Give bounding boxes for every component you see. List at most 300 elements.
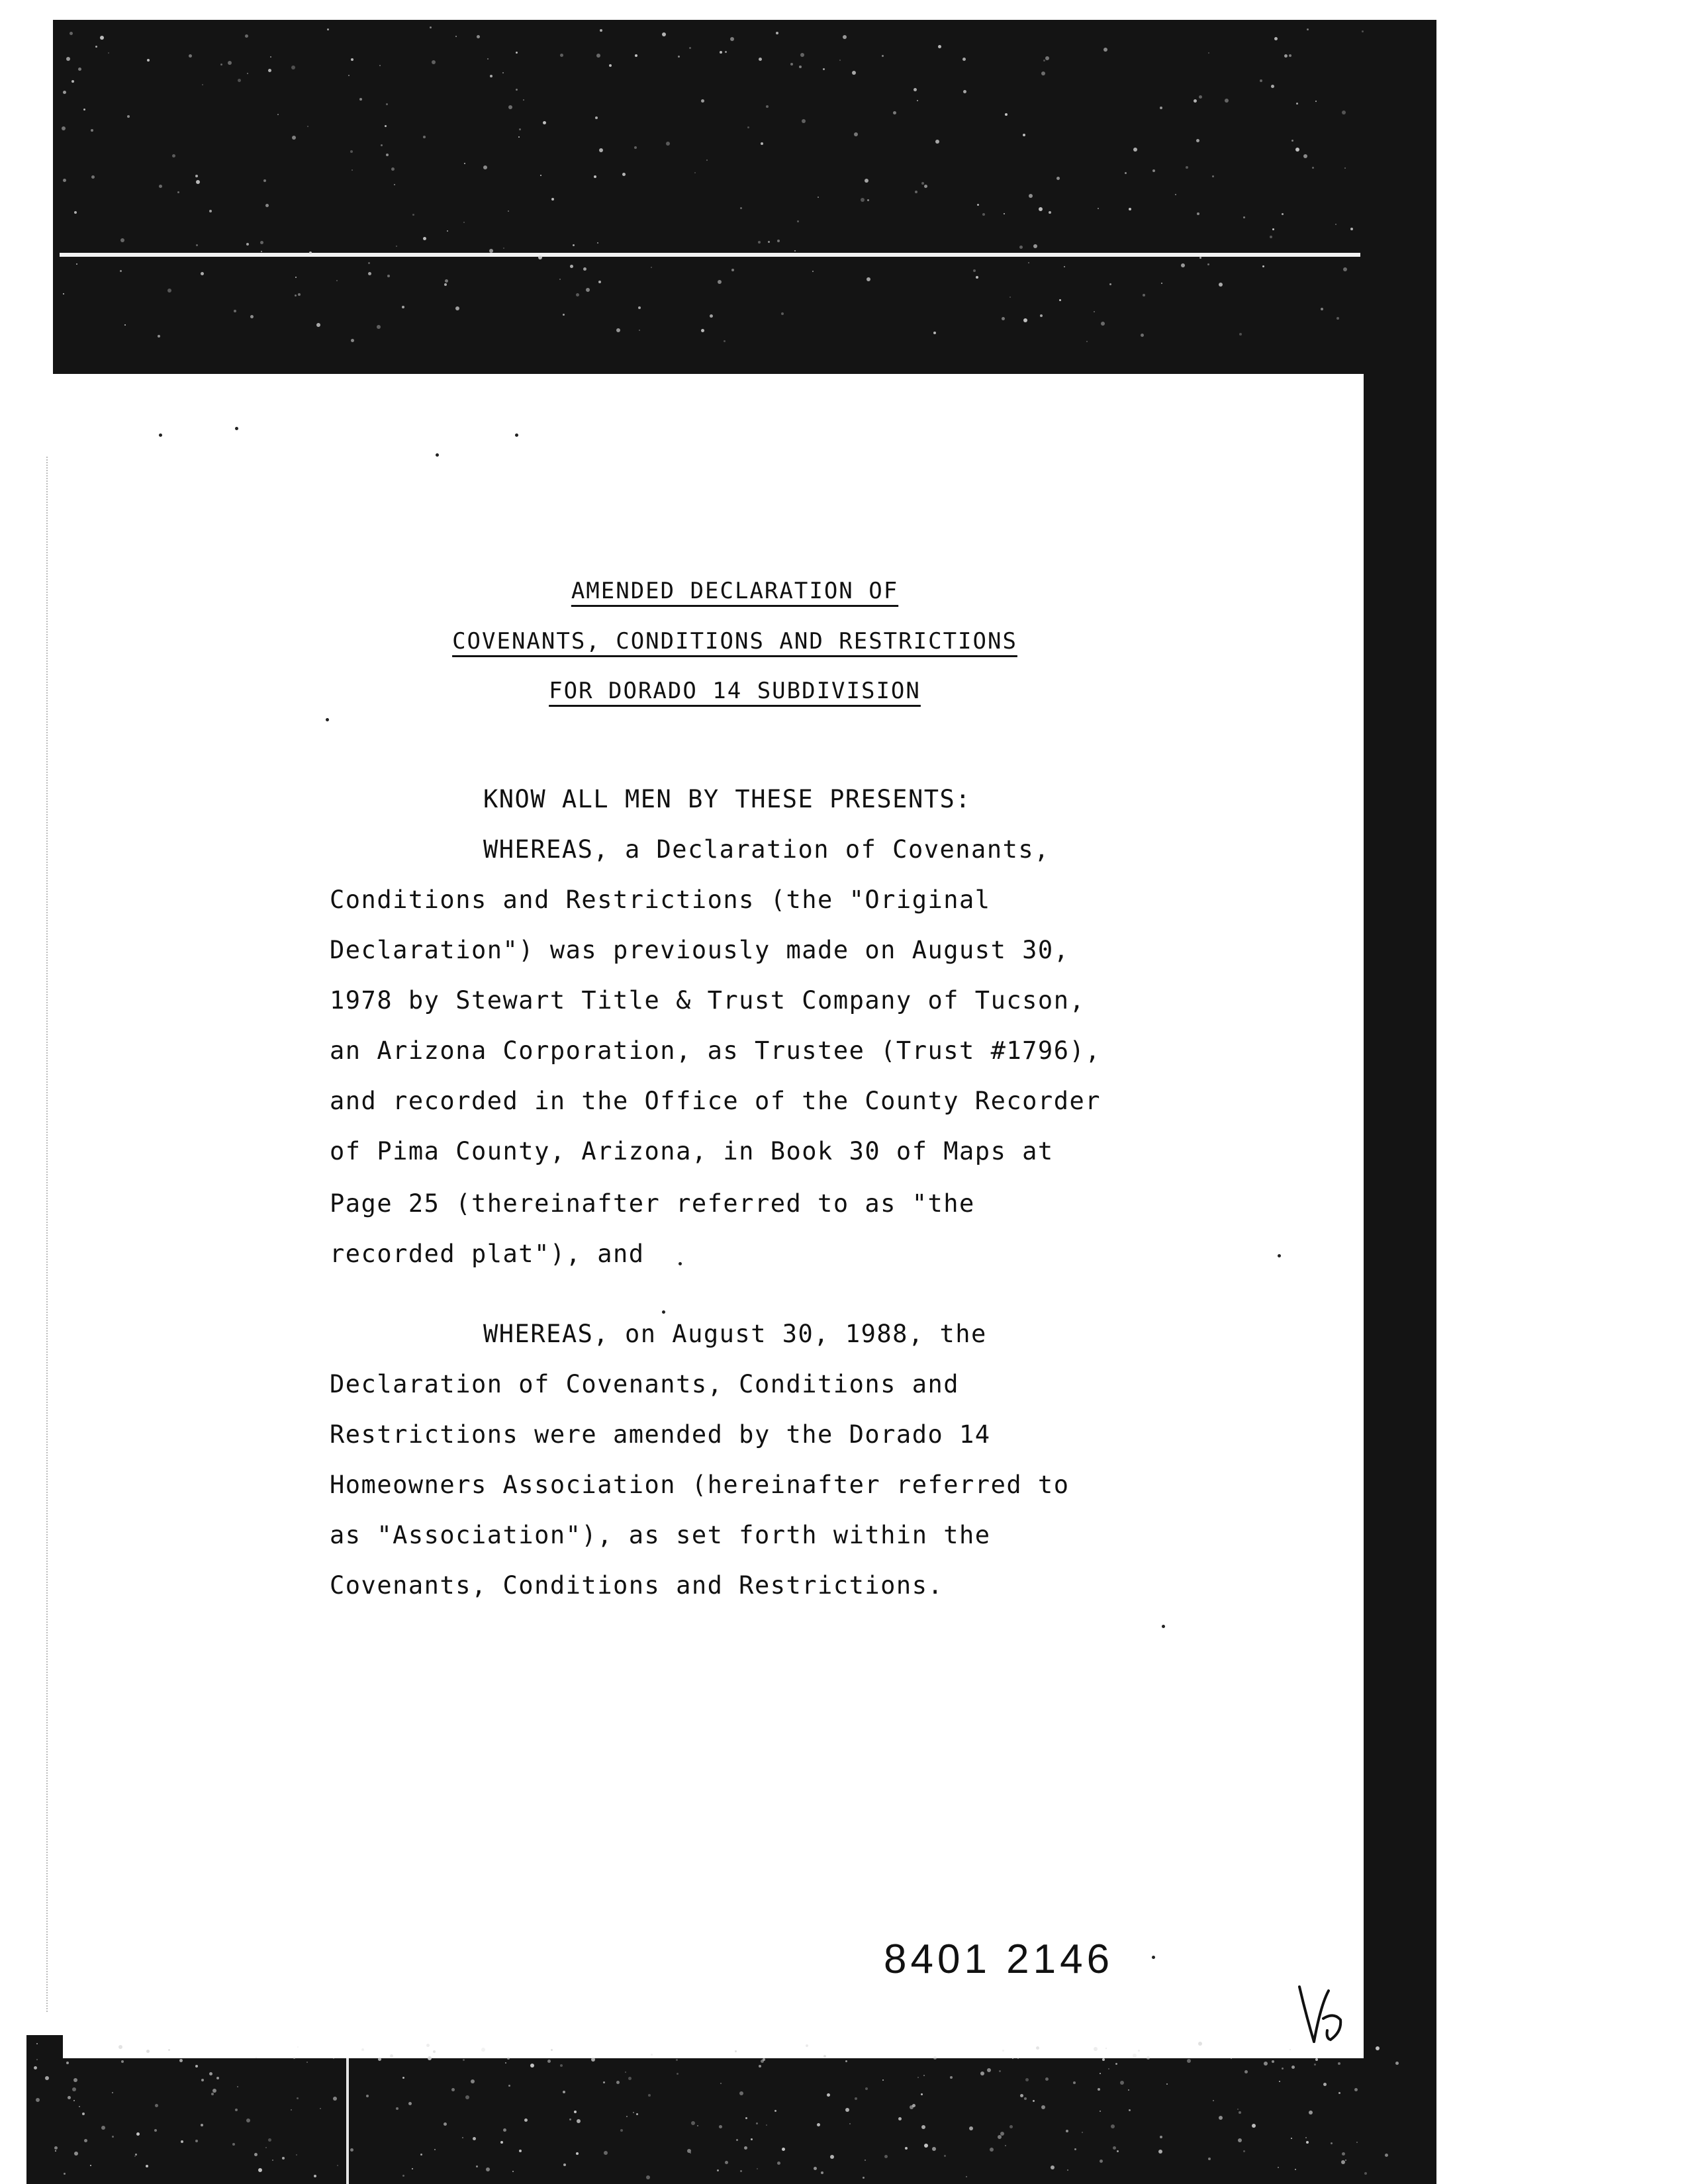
scan-speck <box>505 2062 506 2064</box>
scan-speck <box>1338 2062 1340 2065</box>
scan-speck <box>1252 2124 1256 2128</box>
scan-speck <box>430 26 432 28</box>
scan-speck <box>1187 2059 1191 2063</box>
scan-speck <box>1395 2062 1399 2065</box>
scan-speck <box>740 2170 742 2172</box>
scan-speck <box>818 197 819 198</box>
scan-speck <box>963 90 966 93</box>
scan-speck <box>1019 246 1023 249</box>
scan-speck <box>1103 48 1107 52</box>
scan-speck <box>921 2125 925 2129</box>
scan-speck <box>867 277 870 281</box>
scan-speck <box>1341 2160 1345 2164</box>
scan-speck <box>167 289 171 293</box>
scan-speck <box>884 2155 888 2158</box>
scan-speck <box>609 64 612 67</box>
scan-speck <box>62 126 66 130</box>
scan-speck <box>843 35 847 39</box>
scan-speck <box>639 330 640 331</box>
scan-speck <box>36 2043 38 2044</box>
scan-speck <box>350 2148 353 2152</box>
scan-speck <box>861 198 865 202</box>
scan-speck <box>1243 2150 1245 2152</box>
scan-speck <box>444 283 447 286</box>
scan-speck <box>268 2138 271 2142</box>
scan-speck <box>391 167 395 171</box>
scan-speck <box>1152 169 1155 172</box>
scan-speck <box>209 2072 212 2075</box>
paragraph-1-line: Conditions and Restrictions (the "Original <box>330 886 991 914</box>
scan-speck <box>638 306 641 309</box>
scan-speck <box>1282 2068 1284 2070</box>
scan-speck <box>1160 107 1162 109</box>
scan-right-dark-edge <box>1360 20 1436 2158</box>
scan-speck <box>136 2132 140 2136</box>
scan-speck <box>731 269 734 271</box>
scan-speck <box>1295 2169 1296 2170</box>
scan-speck <box>973 269 976 272</box>
scan-speck <box>486 2167 490 2171</box>
scan-speck <box>258 2168 262 2172</box>
scan-speck <box>718 280 722 284</box>
scan-speck <box>268 69 271 72</box>
scan-speck <box>849 2123 851 2124</box>
scan-speck <box>817 2123 820 2126</box>
scan-speck <box>898 2117 902 2120</box>
scan-speck <box>1073 2081 1076 2084</box>
scan-speck <box>1237 2109 1239 2110</box>
scan-speck <box>118 2045 122 2049</box>
paragraph-1-line: Declaration") was previously made on August 30, <box>330 936 1070 964</box>
scan-speck <box>917 2077 919 2078</box>
scan-speck <box>455 36 457 37</box>
scan-speck <box>591 2058 595 2062</box>
scan-speck <box>1354 2088 1358 2091</box>
scan-speck <box>917 100 918 101</box>
scan-speck <box>759 58 762 61</box>
scan-speck <box>730 37 734 41</box>
scan-speck <box>1207 263 1209 265</box>
scan-speck <box>1284 54 1288 58</box>
scan-speck <box>950 2076 953 2079</box>
scan-speck <box>1315 101 1317 102</box>
paragraph-2-line: Declaration of Covenants, Conditions and <box>330 1370 960 1398</box>
scan-speck <box>576 2152 579 2155</box>
scan-speck <box>761 142 763 145</box>
scan-speck <box>751 2138 753 2140</box>
scan-speck <box>540 175 541 176</box>
scan-speck <box>867 199 869 201</box>
scan-speck <box>1239 333 1242 336</box>
scan-speck <box>402 2077 404 2079</box>
scan-speck <box>390 2054 393 2058</box>
scan-speck <box>1335 224 1336 225</box>
scan-speck <box>1028 262 1029 263</box>
scan-speck <box>863 2177 865 2179</box>
scan-speck <box>78 68 81 71</box>
scan-speck <box>211 2093 214 2095</box>
scan-speck <box>120 238 124 242</box>
scan-speck <box>1272 2060 1274 2063</box>
scan-speck <box>1041 71 1045 75</box>
scan-speck <box>90 2165 91 2166</box>
scan-speck <box>1115 2063 1117 2065</box>
scan-speck <box>55 2150 56 2152</box>
scan-speck <box>1147 2056 1150 2060</box>
paper-speck <box>159 433 162 437</box>
scan-speck <box>1270 236 1272 238</box>
scan-speck <box>34 2066 37 2070</box>
scan-speck <box>71 80 74 83</box>
scan-speck <box>423 136 426 138</box>
scan-speck <box>1260 79 1262 82</box>
scan-speck <box>518 136 520 138</box>
scan-speck <box>744 2146 747 2150</box>
scan-speck <box>195 175 198 177</box>
scan-speck <box>444 2122 447 2126</box>
scan-speck <box>1017 2058 1019 2059</box>
scan-speck <box>633 2112 634 2113</box>
scan-speck <box>691 2121 695 2125</box>
scan-speck <box>597 242 598 244</box>
scan-speck <box>666 142 670 146</box>
scan-speck <box>1291 2138 1292 2139</box>
scan-speck <box>757 2168 758 2169</box>
scan-speck <box>583 267 586 271</box>
scan-speck <box>1175 194 1176 195</box>
scan-speck <box>766 2124 767 2126</box>
scan-speck <box>1219 283 1223 287</box>
scan-speck <box>1342 2152 1345 2156</box>
scan-speck <box>648 2094 651 2097</box>
scan-speck <box>63 91 66 94</box>
scan-speck <box>1312 167 1314 169</box>
scan-speck <box>1049 211 1051 214</box>
scan-speck <box>333 2058 334 2059</box>
scan-speck <box>1117 2150 1119 2152</box>
scan-speck <box>455 306 459 310</box>
scan-speck <box>1289 2049 1291 2050</box>
scan-speck <box>487 58 489 60</box>
scan-speck <box>68 2096 71 2099</box>
scan-speck <box>368 272 371 275</box>
scan-speck <box>196 180 200 184</box>
scan-speck <box>74 211 77 214</box>
scan-speck <box>351 339 354 342</box>
scan-speck <box>1023 134 1025 136</box>
scan-speck <box>1002 317 1005 320</box>
scan-speck <box>806 2044 808 2047</box>
scan-speck <box>512 2171 514 2172</box>
scan-speck <box>434 2149 436 2150</box>
scan-speck <box>1208 2158 1211 2160</box>
scan-speck <box>739 2091 743 2095</box>
scan-speck <box>747 126 749 128</box>
scan-speck <box>1160 2136 1162 2138</box>
paragraph-1-line: Page 25 (thereinafter referred to as "the <box>330 1189 975 1218</box>
paragraph-2-line: Covenants, Conditions and Restrictions. <box>330 1571 944 1600</box>
scan-speck <box>63 293 64 295</box>
scan-speck <box>45 2076 49 2080</box>
scan-speck <box>830 2155 834 2159</box>
scan-speck <box>845 2060 847 2062</box>
scan-speck <box>802 119 806 123</box>
scan-speck <box>710 314 713 318</box>
scan-speck <box>596 54 600 58</box>
scan-speck <box>261 251 262 252</box>
scan-speck <box>1219 2116 1223 2120</box>
scan-speck <box>263 179 266 182</box>
scan-speck <box>481 2048 485 2052</box>
scan-speck <box>560 54 563 57</box>
scan-speck <box>1141 334 1144 337</box>
scan-speck <box>998 2135 1002 2139</box>
salutation: KNOW ALL MEN BY THESE PRESENTS: <box>483 785 972 813</box>
scan-speck <box>146 2165 148 2167</box>
scan-speck <box>1111 2124 1115 2128</box>
scan-speck <box>725 51 727 53</box>
scan-speck <box>412 2168 413 2169</box>
scan-speck <box>1012 2058 1013 2059</box>
scan-speck <box>852 71 856 75</box>
paragraph-1-line: recorded plat"), and <box>330 1240 645 1268</box>
paragraph-2-line: WHEREAS, on August 30, 1988, the <box>483 1320 987 1348</box>
scan-speck <box>1196 139 1199 142</box>
scan-speck <box>921 2093 923 2095</box>
scan-speck <box>428 2056 432 2060</box>
scan-speck <box>508 210 509 212</box>
scan-speck <box>336 280 338 281</box>
scan-speck <box>108 52 109 54</box>
scan-speck <box>1295 148 1299 152</box>
scan-speck <box>689 47 691 49</box>
scan-speck <box>246 2118 250 2122</box>
scan-speck <box>298 293 301 296</box>
scan-speck <box>1023 318 1027 322</box>
scan-speck <box>412 214 414 216</box>
title-line-2: COVENANTS, CONDITIONS AND RESTRICTIONS <box>452 628 1017 655</box>
scan-speck <box>1225 99 1229 103</box>
scan-speck <box>73 2078 77 2082</box>
scan-speck <box>1029 194 1033 198</box>
scan-speck <box>736 2139 738 2141</box>
paper-speck <box>679 1262 682 1265</box>
scan-speck <box>678 56 680 58</box>
scan-speck <box>519 128 521 130</box>
scan-speck <box>463 222 465 223</box>
scan-speck <box>181 2140 183 2143</box>
scan-speck <box>586 288 590 292</box>
scan-speck <box>1045 56 1049 60</box>
scan-speck <box>1133 148 1137 152</box>
scan-speck <box>620 2129 623 2132</box>
scan-speck <box>944 2155 946 2157</box>
scan-speck <box>1043 60 1045 62</box>
scan-speck <box>814 2167 817 2170</box>
scan-speck <box>966 2176 967 2177</box>
scan-speck <box>1198 2042 1202 2046</box>
scan-speck <box>1244 2070 1248 2073</box>
scan-speck <box>1356 2142 1358 2143</box>
scan-speck <box>1231 2058 1232 2059</box>
scan-speck <box>464 163 465 164</box>
scan-speck <box>1344 167 1346 169</box>
scan-speck <box>1082 2132 1083 2133</box>
scan-speck <box>1362 30 1364 32</box>
scan-speck <box>594 175 596 178</box>
scan-speck <box>508 2085 510 2087</box>
scan-speck <box>1143 294 1145 296</box>
scan-speck <box>216 2077 219 2079</box>
scan-speck <box>1002 2050 1004 2052</box>
scan-speck <box>905 2147 908 2150</box>
scan-speck <box>396 2107 399 2110</box>
scan-speck <box>66 57 70 61</box>
scan-speck <box>189 54 192 58</box>
scan-speck <box>420 2154 422 2156</box>
scan-speck <box>121 2060 124 2063</box>
scan-speck <box>402 2175 404 2177</box>
scan-speck <box>500 2141 503 2144</box>
scan-speck <box>396 246 397 247</box>
scan-speck <box>74 2152 78 2156</box>
scan-speck <box>865 2160 866 2161</box>
scan-speck <box>854 132 858 136</box>
scan-fold-line <box>346 2058 349 2184</box>
scan-speck <box>127 115 130 118</box>
scan-speck <box>402 306 404 308</box>
scan-speck <box>483 165 487 169</box>
scan-speck <box>1033 2100 1035 2102</box>
scan-speck <box>1376 2046 1380 2050</box>
paragraph-1-line: of Pima County, Arizona, in Book 30 of Maps at <box>330 1137 1054 1165</box>
scan-speck <box>865 179 868 183</box>
scan-speck <box>1314 2064 1316 2066</box>
scan-speck <box>220 64 222 66</box>
scan-speck <box>1239 2111 1241 2114</box>
scan-speck <box>503 248 504 249</box>
scan-speck <box>306 2062 308 2063</box>
paragraph-1-line: 1978 by Stewart Title & Trust Company of Tucson, <box>330 986 1086 1015</box>
scan-speck <box>295 277 297 278</box>
scan-speck <box>604 2151 608 2155</box>
scan-speck <box>756 2122 758 2124</box>
scan-speck <box>706 159 708 161</box>
scan-speck <box>563 2091 565 2093</box>
paragraph-1-line: and recorded in the Office of the County Recorder <box>330 1087 1102 1115</box>
scan-speck <box>570 265 573 268</box>
scan-speck <box>64 2173 66 2175</box>
scan-speck <box>473 2137 476 2140</box>
paper-speck <box>662 1310 665 1314</box>
scan-speck <box>196 244 198 246</box>
scan-speck <box>921 182 924 185</box>
scan-speck <box>1278 2167 1279 2168</box>
scan-speck <box>812 271 814 272</box>
scan-speck <box>855 2097 857 2100</box>
scan-speck <box>366 2095 369 2097</box>
scan-speck <box>101 2126 105 2130</box>
scan-speck <box>677 2073 679 2075</box>
scan-speck <box>265 2147 267 2148</box>
scan-speck <box>297 2097 299 2099</box>
scan-speck <box>1098 2088 1100 2091</box>
scan-speck <box>66 2062 69 2064</box>
scan-speck <box>84 2139 87 2142</box>
scan-speck <box>79 2106 80 2107</box>
scan-speck <box>1350 228 1353 230</box>
scan-speck <box>359 98 362 101</box>
scan-speck <box>1197 212 1199 215</box>
scan-speck <box>1105 2048 1107 2049</box>
paragraph-2-line: Restrictions were amended by the Dorado 14 <box>330 1420 991 1449</box>
scan-speck <box>250 315 254 318</box>
scan-speck <box>923 2075 925 2076</box>
scan-speck <box>1033 244 1037 248</box>
scan-speck <box>694 172 696 173</box>
scan-speck <box>794 250 796 251</box>
scan-speck <box>179 2059 183 2062</box>
scan-speck <box>865 2087 868 2090</box>
scan-speck <box>508 105 512 109</box>
scan-speck <box>724 340 726 342</box>
scan-speck <box>1305 2137 1307 2138</box>
paper-speck <box>1152 1956 1155 1959</box>
scan-speck <box>245 34 248 38</box>
scan-speck <box>1181 263 1185 267</box>
scan-speck <box>1306 2141 1309 2144</box>
scan-speck <box>54 2146 58 2150</box>
scan-speck <box>777 2161 780 2165</box>
scan-speck <box>1342 111 1346 114</box>
paragraph-1-line: an Arizona Corporation, as Trustee (Trust #1796), <box>330 1036 1102 1065</box>
scan-speck <box>1036 2046 1039 2050</box>
scan-speck <box>507 2057 510 2060</box>
scan-speck <box>1186 166 1188 169</box>
scan-speck <box>232 2143 235 2146</box>
scan-speck <box>1041 2105 1045 2109</box>
scan-speck <box>635 54 637 57</box>
scan-speck <box>551 2049 553 2051</box>
scan-speck <box>426 2044 430 2047</box>
scan-speck <box>1040 314 1043 317</box>
scan-speck <box>209 210 212 212</box>
scan-speck <box>146 2050 150 2053</box>
scan-speck <box>622 173 626 176</box>
scan-speck <box>651 2054 653 2056</box>
scan-speck <box>124 324 126 326</box>
scan-speck <box>256 2057 257 2058</box>
scan-speck <box>155 2104 158 2107</box>
scan-speck <box>1005 113 1008 116</box>
scan-speck <box>1289 54 1291 57</box>
scan-speck <box>234 310 236 312</box>
scan-speck <box>759 2065 761 2068</box>
scan-speck <box>270 56 271 58</box>
scan-speck <box>1102 2058 1105 2061</box>
scan-speck <box>1128 2089 1129 2091</box>
scan-speck <box>563 314 565 316</box>
scan-speck <box>839 60 841 61</box>
scan-speck <box>776 32 778 34</box>
scan-speck <box>676 2059 678 2061</box>
scan-speck <box>782 2148 785 2151</box>
scan-speck <box>282 2157 285 2160</box>
scan-speck <box>147 59 150 62</box>
scan-speck <box>740 207 742 209</box>
scan-speck <box>800 53 804 57</box>
scan-speck <box>73 2100 75 2101</box>
